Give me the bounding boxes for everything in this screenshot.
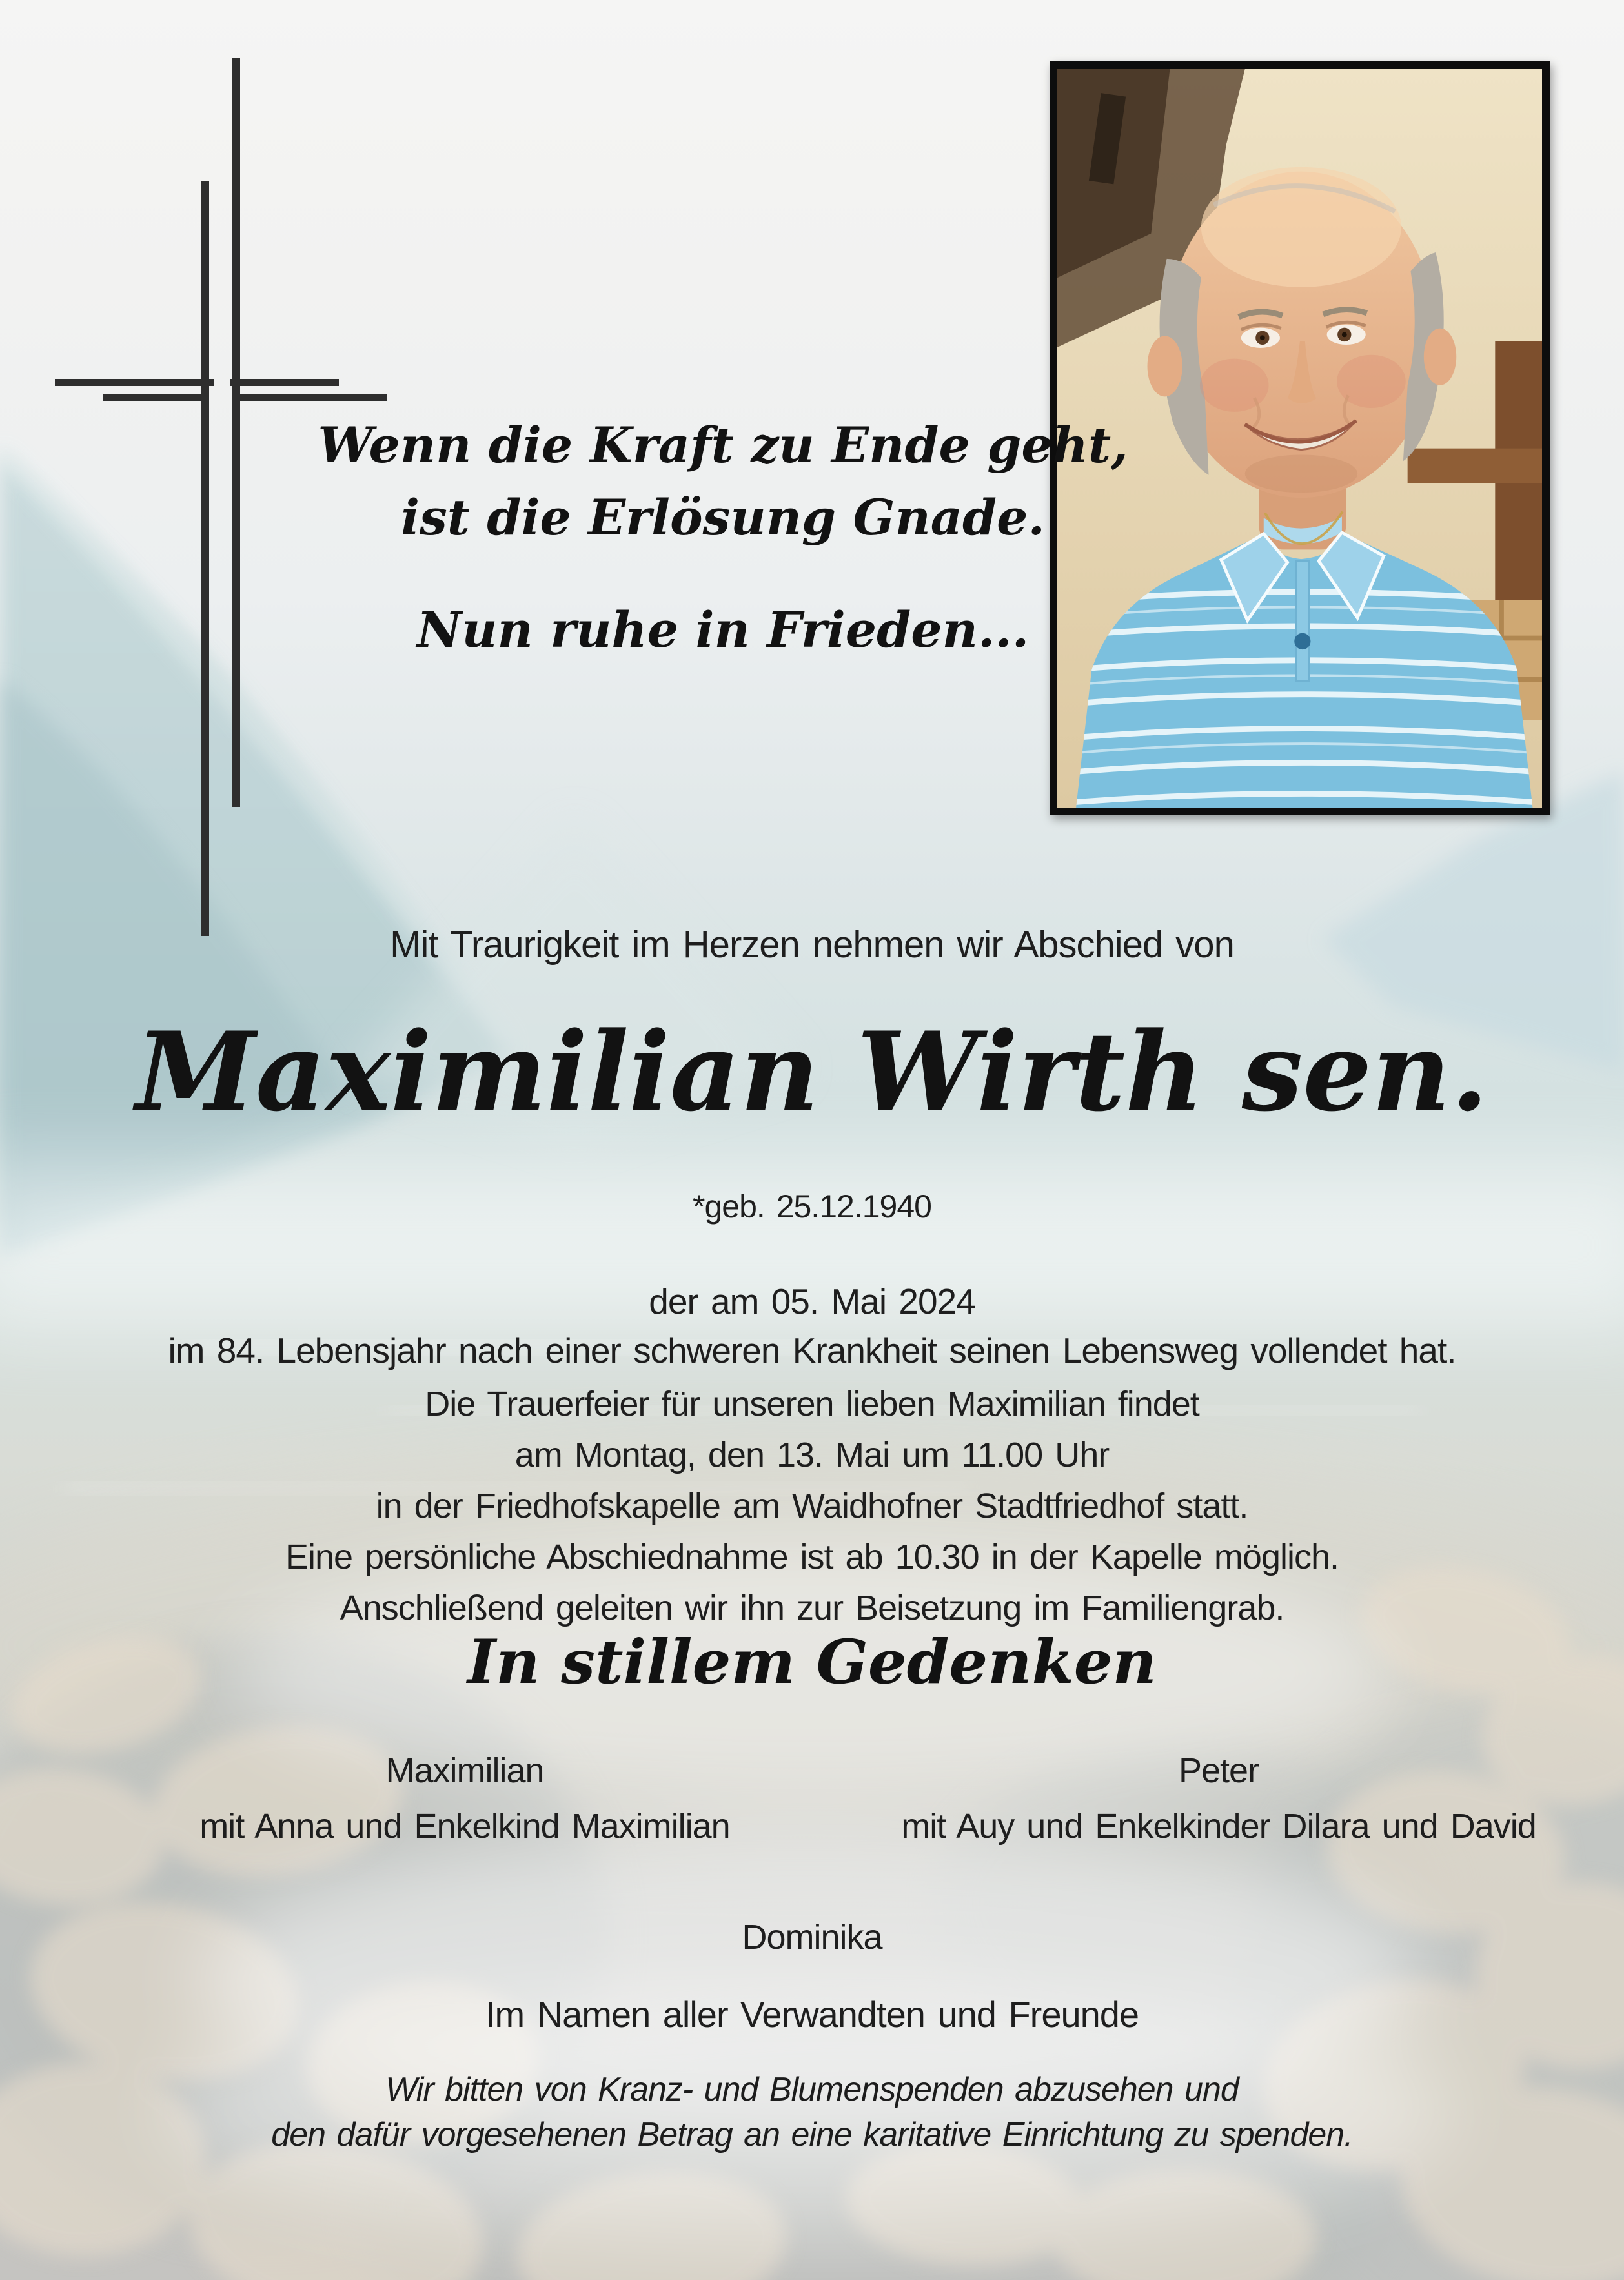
- mourner-left: [65, 1751, 865, 1846]
- funeral-line-1: Die Trauerfeier für unseren lieben Maximilian findet: [425, 1385, 1199, 1423]
- death-date-line: der am 05. Mai 2024: [649, 1281, 975, 1321]
- deceased-name: Maximilian Wirth sen.: [136, 1008, 1488, 1135]
- memorial-heading: In stillem Gedenken: [467, 1627, 1157, 1698]
- funeral-line-4: Eine persönliche Abschiednahme ist ab 10.30 in der Kapelle möglich.: [285, 1538, 1339, 1576]
- quote-line-1: Wenn die Kraft zu Ende geht,: [318, 416, 1128, 474]
- mourner-additional: Dominika: [742, 1918, 882, 1957]
- death-info: [0, 1277, 1624, 1375]
- quote-line-3: Nun ruhe in Frieden...: [416, 601, 1030, 658]
- funeral-info: [0, 1379, 1624, 1634]
- mourner-left-name: Maximilian: [385, 1751, 544, 1790]
- mourner-left-detail: mit Anna und Enkelkind Maximilian: [199, 1807, 730, 1846]
- mourners-closing: Im Namen aller Verwandten und Freunde: [485, 1994, 1139, 2035]
- birth-date: *geb. 25.12.1940: [693, 1188, 931, 1225]
- mourner-right-detail: mit Auy und Enkelkinder Dilara und David: [901, 1807, 1536, 1846]
- funeral-line-2: am Montag, den 13. Mai um 11.00 Uhr: [514, 1436, 1110, 1474]
- donation-line-2: den dafür vorgesehenen Betrag an eine karitative Einrichtung zu spenden.: [271, 2116, 1353, 2153]
- quote-line-2: ist die Erlösung Gnade.: [401, 489, 1045, 546]
- farewell-intro: Mit Traurigkeit im Herzen nehmen wir Abschied von: [390, 924, 1234, 966]
- donation-line-1: Wir bitten von Kranz- und Blumenspenden abzusehen und: [385, 2071, 1239, 2108]
- mourner-right: [818, 1751, 1619, 1846]
- funeral-line-5: Anschließend geleiten wir ihn zur Beisetzung im Familiengrab.: [340, 1589, 1284, 1627]
- mourner-right-name: Peter: [1178, 1751, 1259, 1790]
- death-age-line: im 84. Lebensjahr nach einer schweren Krankheit seinen Lebensweg vollendet hat.: [168, 1330, 1456, 1370]
- quote: [207, 416, 1239, 658]
- donation-request: [0, 2067, 1624, 2157]
- funeral-line-3: in der Friedhofskapelle am Waidhofner Stadtfriedhof statt.: [376, 1487, 1248, 1525]
